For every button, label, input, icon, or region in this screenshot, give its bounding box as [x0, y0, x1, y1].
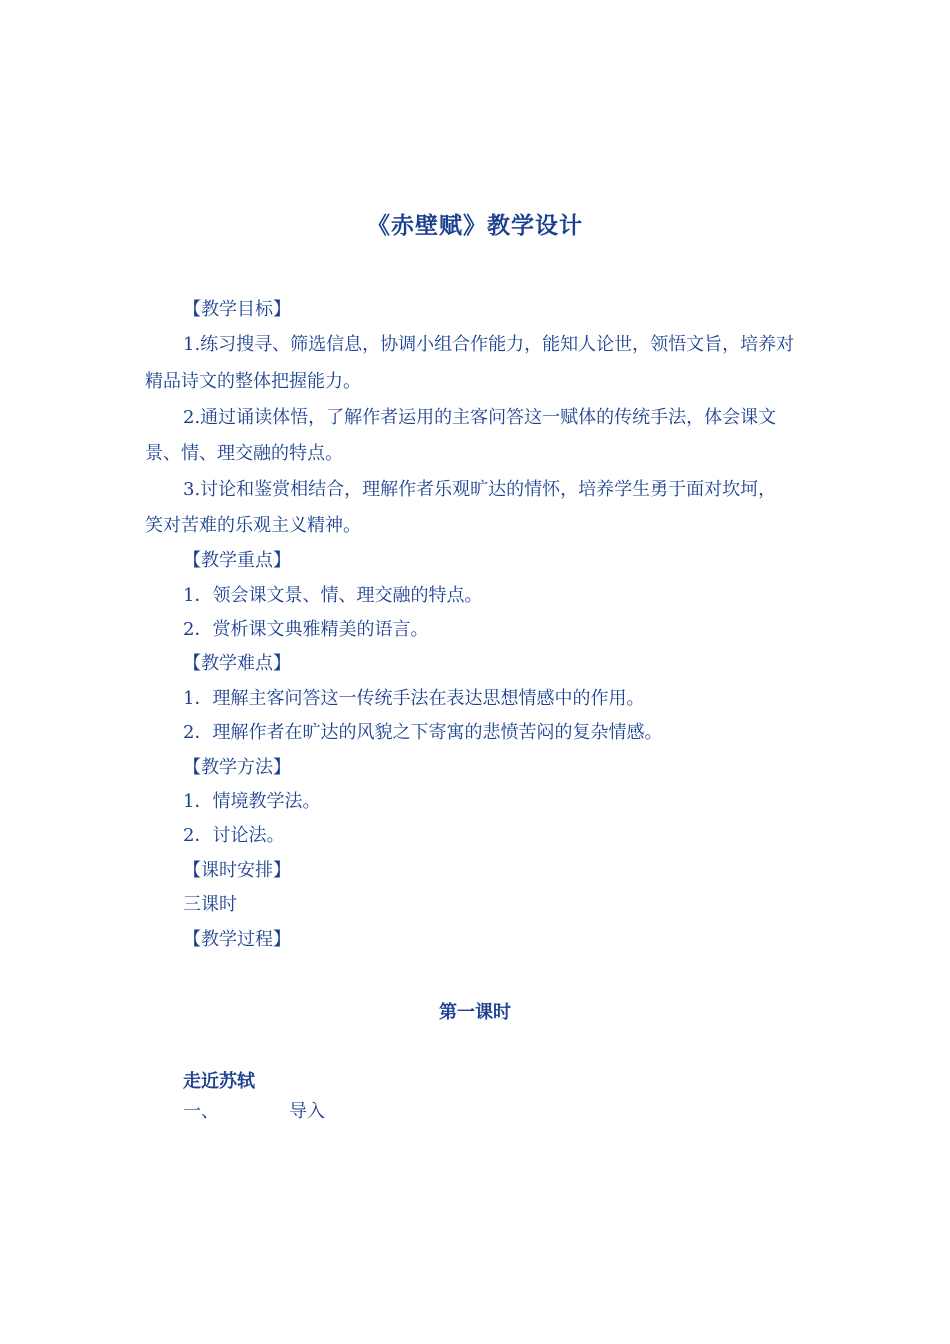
lesson-title: 第一课时	[439, 1002, 511, 1023]
key-point-2: 2．赏析课文典雅精美的语言。	[183, 619, 429, 640]
schedule-value: 三课时	[183, 894, 237, 915]
document-title: 《赤壁赋》教学设计	[367, 212, 583, 239]
objectives-heading: 【教学目标】	[183, 299, 291, 320]
methods-heading: 【教学方法】	[183, 757, 291, 778]
difficulty-2: 2．理解作者在旷达的风貌之下寄寓的悲愤苦闷的复杂情感。	[183, 722, 663, 743]
step-1	[183, 1100, 325, 1124]
objective-1-line-2: 精品诗文的整体把握能力。	[145, 371, 361, 392]
method-1: 1．情境教学法。	[183, 791, 321, 812]
step-label: 导入	[289, 1101, 325, 1122]
objective-3-line-1: 3.讨论和鉴赏相结合，理解作者乐观旷达的情怀，培养学生勇于面对坎坷，	[183, 479, 777, 500]
objective-2-line-2: 景、情、理交融的特点。	[145, 443, 343, 464]
key-points-heading: 【教学重点】	[183, 550, 291, 571]
method-2: 2．讨论法。	[183, 825, 285, 846]
objective-2-line-1: 2.通过诵读体悟，了解作者运用的主客问答这一赋体的传统手法，体会课文	[183, 407, 777, 428]
objective-3-line-2: 笑对苦难的乐观主义精神。	[145, 515, 361, 536]
difficulty-1: 1．理解主客问答这一传统手法在表达思想情感中的作用。	[183, 688, 645, 709]
key-point-1: 1．领会课文景、情、理交融的特点。	[183, 585, 483, 606]
step-number: 一、	[183, 1101, 219, 1122]
objective-1-line-1: 1.练习搜寻、筛选信息，协调小组合作能力，能知人论世，领悟文旨，培养对	[183, 334, 795, 355]
difficulties-heading: 【教学难点】	[183, 653, 291, 674]
schedule-heading: 【课时安排】	[183, 860, 291, 881]
process-subheading: 走近苏轼	[183, 1071, 255, 1092]
process-heading: 【教学过程】	[183, 929, 291, 950]
